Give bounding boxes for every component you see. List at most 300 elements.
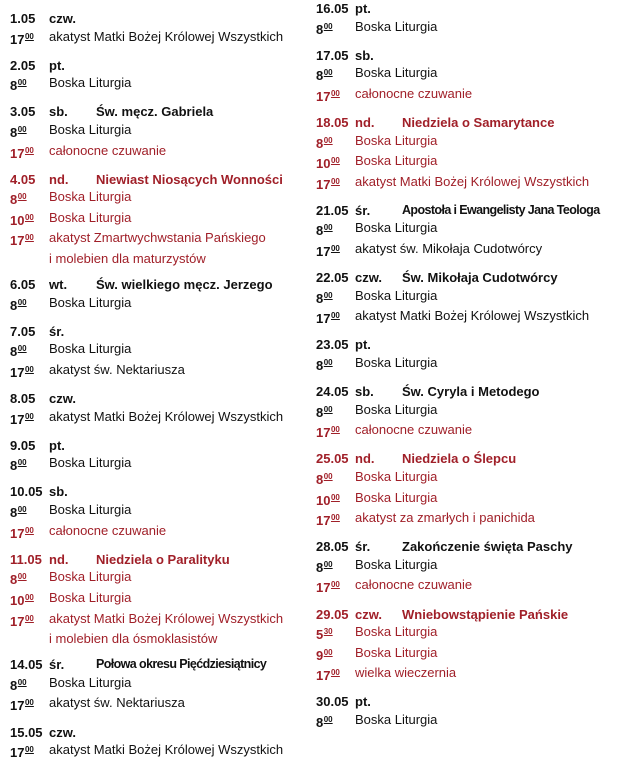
service-name: Boska Liturgia [355, 355, 438, 370]
service-name: Boska Liturgia [355, 287, 438, 303]
day-date: 4.05 [10, 171, 36, 187]
service-hour: 17 [316, 176, 331, 192]
service-name: Boska Liturgia [49, 75, 132, 91]
service-row [10, 522, 310, 543]
service-row [10, 610, 310, 631]
day-date: 7.05 [10, 323, 36, 339]
service-name: Boska Liturgia [49, 674, 132, 690]
day-entry [316, 693, 620, 731]
service-name: akatyst za zmarłych i panichida [355, 510, 535, 526]
service-minutes: 00 [17, 124, 27, 134]
service-time [10, 568, 49, 589]
service-row [10, 408, 310, 429]
day-entry [316, 538, 620, 597]
service-hour: 17 [10, 698, 25, 714]
service-hour: 8 [316, 559, 324, 575]
service-time [316, 85, 355, 106]
day-date: 21.05 [316, 202, 349, 218]
service-minutes: 00 [17, 297, 27, 307]
service-minutes: 00 [330, 176, 340, 186]
service-name: Boska Liturgia [49, 455, 132, 471]
service-row [10, 294, 310, 315]
day-header [10, 551, 310, 569]
day-feast-title: Zakończenie święta Paschy [402, 539, 573, 555]
service-name: akatyst św. Nektariusza [49, 362, 185, 377]
service-row [316, 509, 620, 530]
service-hour: 10 [316, 492, 331, 508]
service-time [316, 711, 355, 732]
day-header [316, 336, 620, 354]
service-hour: 17 [316, 425, 331, 441]
service-minutes: 00 [24, 145, 34, 155]
service-time [316, 219, 355, 240]
service-name: całonocne czuwanie [355, 422, 473, 438]
service-row [316, 623, 620, 644]
service-row [316, 401, 620, 422]
day-entry [10, 551, 310, 648]
service-time [10, 294, 49, 315]
service-time [10, 121, 49, 142]
service-hour: 17 [316, 311, 331, 327]
day-header [10, 323, 310, 341]
service-time [10, 229, 49, 250]
service-minutes: 00 [17, 344, 27, 354]
day-header [10, 483, 310, 501]
day-feast-title: Niedziela o Ślepcu [402, 451, 517, 467]
service-name: całonocne czuwanie [355, 85, 473, 101]
service-name: Boska Liturgia [49, 294, 132, 310]
service-time [316, 307, 355, 328]
service-time [316, 173, 355, 194]
service-hour: 8 [10, 458, 18, 474]
day-header [316, 693, 620, 711]
day-date: 18.05 [316, 114, 349, 130]
day-date: 1.05 [10, 11, 36, 26]
day-weekday: pt. [355, 694, 371, 710]
service-time [316, 240, 355, 261]
service-name: Boska Liturgia [49, 502, 132, 518]
day-weekday: pt. [49, 437, 65, 453]
day-date: 15.05 [10, 724, 43, 740]
day-date: 2.05 [10, 57, 36, 73]
day-weekday: sb. [49, 484, 68, 500]
service-row [316, 173, 620, 194]
day-date: 22.05 [316, 270, 349, 286]
service-time [316, 489, 355, 510]
service-row [10, 568, 310, 589]
day-feast-title: Niedziela o Samarytance [402, 114, 555, 130]
service-row [316, 644, 620, 665]
service-minutes: 00 [323, 358, 333, 367]
day-weekday: śr. [355, 539, 371, 555]
service-minutes: 00 [330, 668, 340, 678]
day-date: 9.05 [10, 437, 36, 453]
day-weekday: czw. [49, 391, 76, 407]
service-minutes: 00 [24, 365, 34, 374]
day-weekday: czw. [355, 606, 382, 622]
service-row [10, 501, 310, 522]
service-minutes: 00 [24, 212, 34, 222]
service-hour: 8 [316, 223, 324, 239]
schedule-column-right [316, 0, 620, 740]
day-date: 16.05 [316, 1, 349, 16]
service-row [10, 74, 310, 95]
service-name: akatyst Matki Bożej Królowej Wszystkich [355, 173, 590, 189]
service-time [10, 361, 49, 382]
service-row [10, 361, 310, 382]
service-row [10, 674, 310, 695]
service-row [316, 287, 620, 308]
service-name: Boska Liturgia [49, 341, 132, 357]
service-hour: 10 [10, 592, 25, 608]
day-weekday: pt. [49, 57, 65, 73]
service-name: Boska Liturgia [355, 556, 438, 572]
service-name: Boska Liturgia [355, 644, 438, 660]
service-minutes: 00 [323, 135, 333, 145]
service-name: i molebien dla ósmoklasistów [49, 631, 218, 647]
service-row [10, 229, 310, 250]
service-name: i molebien dla maturzystów [49, 251, 206, 267]
service-minutes: 00 [330, 311, 340, 321]
service-minutes: 00 [17, 458, 27, 468]
day-entry [10, 57, 310, 95]
day-date: 29.05 [316, 606, 349, 622]
day-entry [10, 171, 310, 268]
service-minutes: 30 [323, 627, 333, 637]
service-row [316, 489, 620, 510]
day-date: 24.05 [316, 384, 349, 400]
service-row [316, 85, 620, 106]
service-hour: 8 [316, 715, 324, 730]
service-name: Boska Liturgia [355, 153, 438, 169]
service-time [316, 132, 355, 153]
service-hour: 17 [316, 513, 331, 529]
day-date: 6.05 [10, 277, 36, 293]
service-row [316, 711, 620, 732]
service-hour: 8 [316, 290, 324, 306]
service-minutes: 00 [330, 88, 340, 98]
day-date: 23.05 [316, 337, 349, 353]
service-hour: 8 [10, 78, 18, 94]
day-date: 3.05 [10, 104, 36, 120]
day-date: 17.05 [316, 47, 349, 63]
day-date: 25.05 [316, 451, 349, 467]
service-hour: 8 [316, 21, 324, 37]
day-entry [316, 336, 620, 374]
day-weekday: sb. [355, 47, 374, 63]
day-header [10, 390, 310, 408]
day-entry [10, 323, 310, 382]
service-hour: 8 [10, 344, 18, 360]
day-date: 30.05 [316, 694, 349, 710]
service-row [316, 576, 620, 597]
service-hour: 8 [316, 135, 324, 151]
service-minutes: 00 [323, 290, 333, 300]
service-hour: 8 [10, 297, 18, 313]
service-hour: 17 [316, 668, 331, 684]
day-weekday: pt. [355, 337, 371, 353]
day-weekday: śr. [49, 657, 65, 673]
service-name: akatyst Zmartwychwstania Pańskiego [49, 230, 266, 246]
day-header [10, 10, 310, 28]
service-minutes: 00 [323, 21, 333, 31]
service-minutes: 00 [323, 559, 333, 569]
day-header [316, 114, 620, 132]
service-minutes: 00 [24, 698, 34, 708]
service-minutes: 00 [323, 223, 333, 233]
day-weekday: sb. [355, 384, 374, 400]
day-feast-title: Św. Mikołaja Cudotwórcy [402, 270, 558, 286]
service-time [10, 28, 49, 49]
service-row [316, 240, 620, 261]
service-row [316, 219, 620, 240]
day-header [316, 450, 620, 468]
service-hour: 8 [316, 471, 324, 487]
service-minutes: 00 [17, 572, 27, 582]
service-name: Boska Liturgia [49, 209, 132, 225]
day-weekday: nd. [355, 114, 375, 130]
service-name: Boska Liturgia [355, 65, 438, 81]
service-hour: 10 [316, 156, 331, 172]
service-time [316, 576, 355, 597]
service-row [10, 741, 310, 762]
service-hour: 8 [10, 192, 18, 208]
day-feast-title: Połowa okresu Pięćdziesiątnicy [96, 657, 267, 672]
service-row [10, 188, 310, 209]
service-time [10, 340, 49, 361]
day-weekday: wt. [49, 277, 68, 293]
day-header [316, 47, 620, 65]
day-weekday: sb. [49, 104, 68, 120]
service-row [10, 340, 310, 361]
service-hour: 5 [316, 627, 324, 643]
service-row [10, 250, 310, 268]
service-hour: 17 [10, 745, 25, 761]
day-entry [10, 724, 310, 762]
service-row [10, 209, 310, 230]
day-header [316, 202, 620, 220]
day-entry [316, 202, 620, 261]
service-minutes: 00 [330, 513, 340, 523]
service-row [316, 152, 620, 173]
service-row [10, 694, 310, 715]
service-name: Boska Liturgia [355, 489, 438, 505]
day-header [316, 383, 620, 401]
service-minutes: 00 [17, 677, 27, 687]
service-row [10, 28, 310, 49]
service-hour: 8 [316, 68, 324, 84]
service-time [10, 589, 49, 610]
service-minutes: 00 [323, 471, 333, 481]
service-name: akatyst św. Mikołaja Cudotwórcy [355, 241, 543, 257]
service-minutes: 00 [323, 715, 333, 724]
service-time [316, 509, 355, 530]
day-entry [316, 450, 620, 529]
service-minutes: 00 [24, 411, 34, 421]
day-feast-title: Wniebowstąpienie Pańskie [402, 606, 569, 622]
day-header [10, 171, 310, 189]
service-time [10, 694, 49, 715]
service-time [10, 142, 49, 163]
service-time [316, 664, 355, 685]
service-name: Boska Liturgia [355, 220, 438, 236]
service-name: Boska Liturgia [355, 18, 438, 34]
service-minutes: 00 [330, 492, 340, 502]
service-row [316, 307, 620, 328]
day-date: 10.05 [10, 484, 43, 500]
service-row [10, 589, 310, 610]
day-entry [10, 483, 310, 542]
service-name: akatyst Matki Bożej Królowej Wszystkich [49, 408, 284, 424]
day-header [10, 437, 310, 455]
service-name: Boska Liturgia [355, 401, 438, 417]
day-date: 11.05 [10, 551, 42, 567]
day-entry [316, 114, 620, 193]
service-hour: 8 [10, 677, 18, 693]
service-name: akatyst Matki Bożej Królowej Wszystkich [49, 28, 284, 44]
day-date: 28.05 [316, 539, 349, 555]
service-name: wielka wieczernia [355, 665, 457, 681]
day-weekday: czw. [49, 724, 76, 740]
service-row [316, 64, 620, 85]
service-time [316, 644, 355, 665]
service-hour: 10 [10, 212, 25, 228]
service-name: całonocne czuwanie [49, 142, 167, 158]
service-name: akatyst św. Nektariusza [49, 695, 185, 711]
service-time [10, 674, 49, 695]
service-name: akatyst Matki Bożej Królowej Wszystkich [49, 610, 284, 626]
day-header [10, 57, 310, 75]
service-row [10, 142, 310, 163]
service-hour: 17 [10, 233, 25, 249]
service-hour: 17 [316, 244, 331, 260]
service-row [316, 421, 620, 442]
service-row [316, 18, 620, 39]
service-row [316, 468, 620, 489]
service-name: Boska Liturgia [355, 624, 438, 640]
service-name: całonocne czuwanie [355, 577, 473, 593]
day-header [10, 656, 310, 674]
service-minutes: 00 [24, 592, 34, 602]
service-hour: 17 [10, 365, 25, 380]
day-entry [10, 103, 310, 162]
service-name: całonocne czuwanie [49, 522, 167, 538]
service-hour: 17 [10, 525, 25, 541]
service-minutes: 00 [24, 525, 34, 535]
service-row [10, 630, 310, 648]
service-minutes: 00 [330, 156, 340, 166]
day-feast-title: Apostoła i Ewangelisty Jana Teologa [402, 202, 600, 217]
service-hour: 8 [316, 358, 324, 373]
service-row [316, 664, 620, 685]
day-date: 14.05 [10, 657, 43, 673]
day-weekday: nd. [49, 171, 69, 187]
service-time [316, 152, 355, 173]
service-minutes: 00 [323, 647, 333, 657]
service-row [316, 354, 620, 375]
day-weekday: pt. [355, 1, 371, 16]
service-hour: 17 [10, 31, 25, 47]
service-row [10, 121, 310, 142]
schedule-column-left [10, 0, 310, 770]
day-entry [316, 0, 620, 38]
day-header [316, 0, 620, 18]
service-row [316, 132, 620, 153]
service-hour: 9 [316, 647, 324, 663]
service-name: Boska Liturgia [355, 712, 438, 727]
service-time [10, 610, 49, 631]
service-name: Boska Liturgia [355, 468, 438, 484]
service-name: akatyst Matki Bożej Królowej Wszystkich [355, 308, 590, 324]
service-name: Boska Liturgia [49, 189, 132, 205]
service-time [316, 18, 355, 39]
service-name: Boska Liturgia [49, 569, 132, 585]
service-hour: 17 [10, 145, 25, 161]
service-time [316, 354, 355, 375]
day-entry [316, 47, 620, 106]
day-entry [316, 383, 620, 442]
day-header [316, 538, 620, 556]
day-header [10, 724, 310, 742]
service-time [316, 421, 355, 442]
day-entry [316, 606, 620, 685]
service-time [316, 64, 355, 85]
service-minutes: 00 [24, 745, 34, 755]
service-time [10, 408, 49, 429]
day-entry [316, 269, 620, 328]
service-minutes: 00 [330, 580, 340, 590]
service-minutes: 00 [24, 31, 34, 41]
day-entry [10, 390, 310, 428]
service-hour: 17 [10, 411, 25, 427]
day-weekday: śr. [49, 323, 65, 339]
day-weekday: nd. [49, 551, 69, 567]
day-header [316, 606, 620, 624]
day-feast-title: Niewiast Niosących Wonności [96, 171, 283, 187]
day-entry [10, 276, 310, 314]
day-entry [10, 0, 310, 48]
day-feast-title: Św. wielkiego męcz. Jerzego [96, 277, 273, 293]
service-time [316, 287, 355, 308]
service-minutes: 00 [330, 425, 340, 435]
service-minutes: 00 [323, 404, 333, 414]
service-minutes: 00 [17, 78, 27, 88]
service-name: Boska Liturgia [49, 589, 132, 605]
service-minutes: 00 [17, 505, 27, 515]
day-weekday: śr. [355, 202, 371, 218]
service-hour: 8 [10, 572, 18, 588]
service-hour: 17 [316, 88, 331, 104]
service-time [10, 522, 49, 543]
day-feast-title: Św. Cyryla i Metodego [402, 384, 540, 400]
service-minutes: 00 [330, 244, 340, 254]
service-time [10, 454, 49, 475]
day-date: 8.05 [10, 391, 36, 407]
service-name: Boska Liturgia [355, 132, 438, 148]
service-time [10, 741, 49, 762]
service-time [316, 401, 355, 422]
service-row [316, 556, 620, 577]
day-entry [10, 437, 310, 475]
service-time [10, 209, 49, 230]
service-name: Boska Liturgia [49, 121, 132, 137]
day-header [10, 103, 310, 121]
service-time [10, 501, 49, 522]
service-minutes: 00 [323, 68, 333, 78]
day-weekday: czw. [49, 11, 76, 26]
service-hour: 17 [316, 580, 331, 596]
service-minutes: 00 [17, 192, 27, 202]
